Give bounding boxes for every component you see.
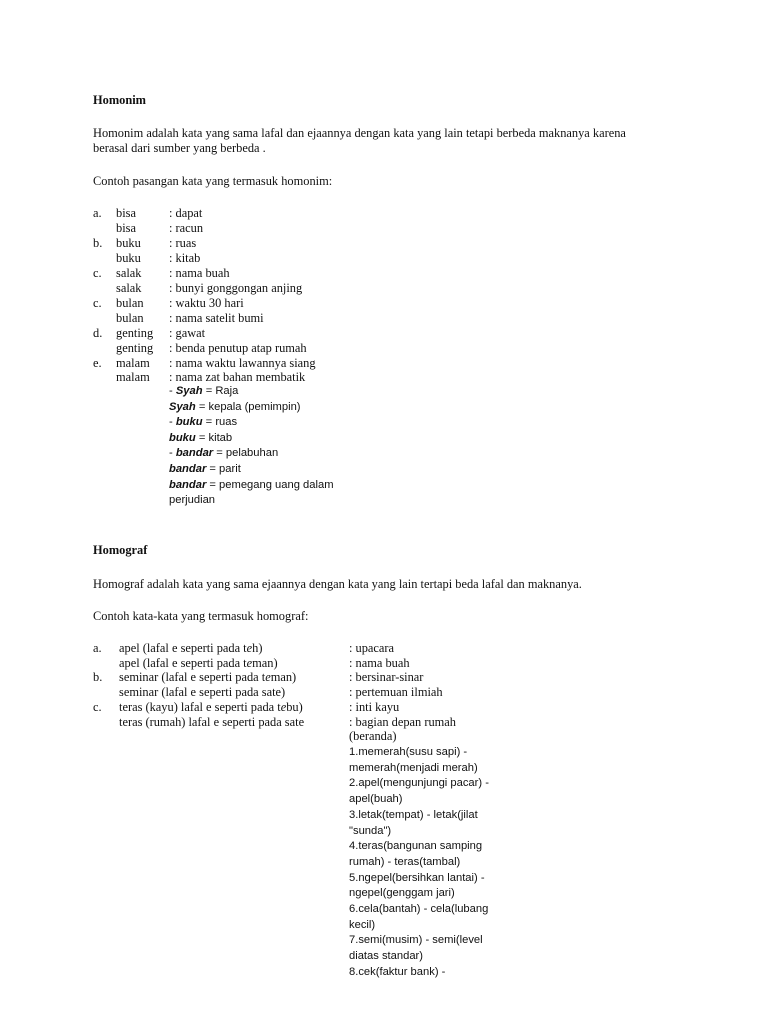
homonim-row-word: salak (116, 280, 142, 295)
homograf-row-meaning: : pertemuan ilmiah (349, 685, 443, 700)
homonim-heading: Homonim (93, 93, 147, 107)
homograf-numbered-line: 4.teras(bangunan samping (349, 840, 483, 853)
homonim-row-meaning: : waktu 30 hari (169, 295, 244, 310)
homograf-emphasis-letter: e (246, 655, 253, 670)
homograf-meaning-tail: (beranda) (349, 729, 397, 744)
homonim-row-word: genting (116, 340, 154, 355)
extra-term: Syah (169, 400, 196, 413)
homonim-extra-tail: perjudian (169, 494, 216, 507)
homograf-numbered-line: diatas standar) (349, 950, 424, 963)
homonim-row-word: bulan (116, 295, 144, 310)
homograf-row-word: seminar (lafal e seperti pada teman) (119, 670, 297, 685)
extra-term: buku (169, 431, 196, 444)
homonim-definition-line-2: berasal dari sumber yang berbeda . (93, 141, 266, 155)
homonim-row-meaning: : nama zat bahan membatik (169, 370, 306, 385)
homonim-extra-line (169, 400, 301, 416)
extra-prefix: - (169, 385, 176, 397)
homograf-numbered-line: "sunda") (349, 824, 392, 837)
homonim-extra-line (169, 384, 238, 400)
homonim-row-letter: d. (93, 325, 103, 340)
homograf-heading: Homograf (93, 543, 148, 557)
homonim-row-word: bulan (116, 310, 144, 325)
homonim-row-letter: e. (93, 355, 102, 370)
homograf-numbered-line: 3.letak(tempat) - letak(jilat (349, 808, 478, 821)
homograf-numbered-line: 5.ngepel(bersihkan lantai) - (349, 871, 485, 884)
homograf-row-word: teras (kayu) lafal e seperti pada tebu) (119, 699, 303, 714)
homonim-row-letter: b. (93, 235, 103, 250)
homograf-row-meaning: : nama buah (349, 655, 410, 670)
homonim-row-word: malam (116, 355, 150, 370)
homonim-extra-line (169, 446, 278, 462)
extra-definition: = pelabuhan (213, 447, 279, 460)
extra-definition: = Raja (202, 385, 239, 397)
homonim-extra-line (169, 415, 237, 431)
homograf-numbered-line: 6.cela(bantah) - cela(lubang (349, 903, 489, 915)
homonim-row-word: buku (116, 250, 141, 265)
homograf-numbered-line: 7.semi(musim) - semi(level (349, 934, 483, 947)
homograf-emphasis-letter: e (265, 670, 271, 685)
homograf-row-meaning: : bersinar-sinar (349, 670, 424, 685)
extra-prefix: - (169, 416, 176, 429)
extra-definition: = parit (206, 463, 241, 475)
homonim-row-meaning: : nama buah (169, 265, 230, 280)
homonim-row-meaning: : dapat (169, 206, 203, 220)
homonim-extra-line (169, 478, 334, 494)
homonim-row-meaning: : racun (169, 220, 204, 235)
homograf-row-letter: a. (93, 641, 102, 655)
homograf-numbered-line: ngepel(genggam jari) (349, 887, 455, 900)
homonim-row-word: malam (116, 370, 150, 385)
homograf-numbered-line: 2.apel(mengunjungi pacar) - (349, 777, 489, 790)
homograf-row-meaning: : bagian depan rumah (349, 714, 457, 729)
homonim-row-word: buku (116, 235, 141, 250)
homograf-emphasis-letter: e (280, 699, 287, 714)
homograf-example-intro: Contoh kata-kata yang termasuk homograf: (93, 609, 309, 623)
homonim-row-meaning: : nama waktu lawannya siang (169, 355, 316, 370)
homonim-row-meaning: : benda penutup atap rumah (169, 340, 307, 355)
homograf-row-word: apel (lafal e seperti pada teman) (119, 655, 278, 670)
homonim-row-word: genting (116, 325, 154, 340)
homonim-row-word: bisa (116, 206, 136, 220)
homograf-row-letter: c. (93, 699, 102, 714)
homonim-row-word: salak (116, 265, 142, 280)
extra-term: bandar (169, 463, 207, 475)
extra-prefix: - (169, 447, 176, 460)
extra-definition: = ruas (202, 416, 238, 429)
homonim-row-meaning: : ruas (169, 235, 197, 250)
homonim-row-letter: a. (93, 206, 102, 220)
extra-term: bandar (169, 478, 207, 491)
homograf-definition: Homograf adalah kata yang sama ejaannya dengan kata yang lain tertapi beda lafal dan maknanya. (93, 577, 582, 591)
homograf-row-meaning: : upacara (349, 641, 395, 655)
extra-definition: = kepala (pemimpin) (195, 400, 301, 413)
homonim-row-meaning: : nama satelit bumi (169, 310, 264, 325)
homonim-row-word: bisa (116, 220, 136, 235)
homograf-row-word: teras (rumah) lafal e seperti pada sate (119, 714, 305, 729)
homonim-row-meaning: : kitab (169, 250, 201, 265)
homonim-example-intro: Contoh pasangan kata yang termasuk homonim: (93, 174, 333, 188)
homograf-emphasis-letter: e (246, 641, 253, 655)
extra-term: Syah (175, 385, 203, 397)
homograf-numbered-line: 1.memerah(susu sapi) - (349, 746, 468, 758)
homograf-row-letter: b. (93, 670, 103, 685)
extra-definition: = pemegang uang dalam (206, 478, 334, 491)
homograf-numbered-line: kecil) (349, 918, 376, 931)
homograf-row-word: apel (lafal e seperti pada teh) (119, 641, 263, 655)
homograf-numbered-line: rumah) - teras(tambal) (349, 855, 461, 868)
extra-term: buku (175, 416, 203, 429)
homonim-row-meaning: : gawat (169, 325, 206, 340)
homograf-numbered-line: apel(buah) (349, 793, 403, 806)
homonim-row-letter: c. (93, 295, 102, 310)
homograf-numbered-line: memerah(menjadi merah) (349, 761, 478, 774)
homonim-extra-line (169, 462, 241, 478)
homonim-definition-line-1: Homonim adalah kata yang sama lafal dan ejaannya dengan kata yang lain tetapi berbeda maknanya karena (93, 126, 626, 140)
extra-term: bandar (175, 447, 214, 460)
homonim-row-meaning: : bunyi gonggongan anjing (169, 280, 303, 295)
extra-definition: = kitab (195, 431, 233, 444)
homonim-extra-line (169, 431, 232, 447)
homonim-row-letter: c. (93, 265, 102, 280)
homograf-row-word: seminar (lafal e seperti pada sate) (119, 685, 286, 700)
homograf-row-meaning: : inti kayu (349, 699, 400, 714)
homograf-numbered-line: 8.cek(faktur bank) - (349, 965, 446, 978)
